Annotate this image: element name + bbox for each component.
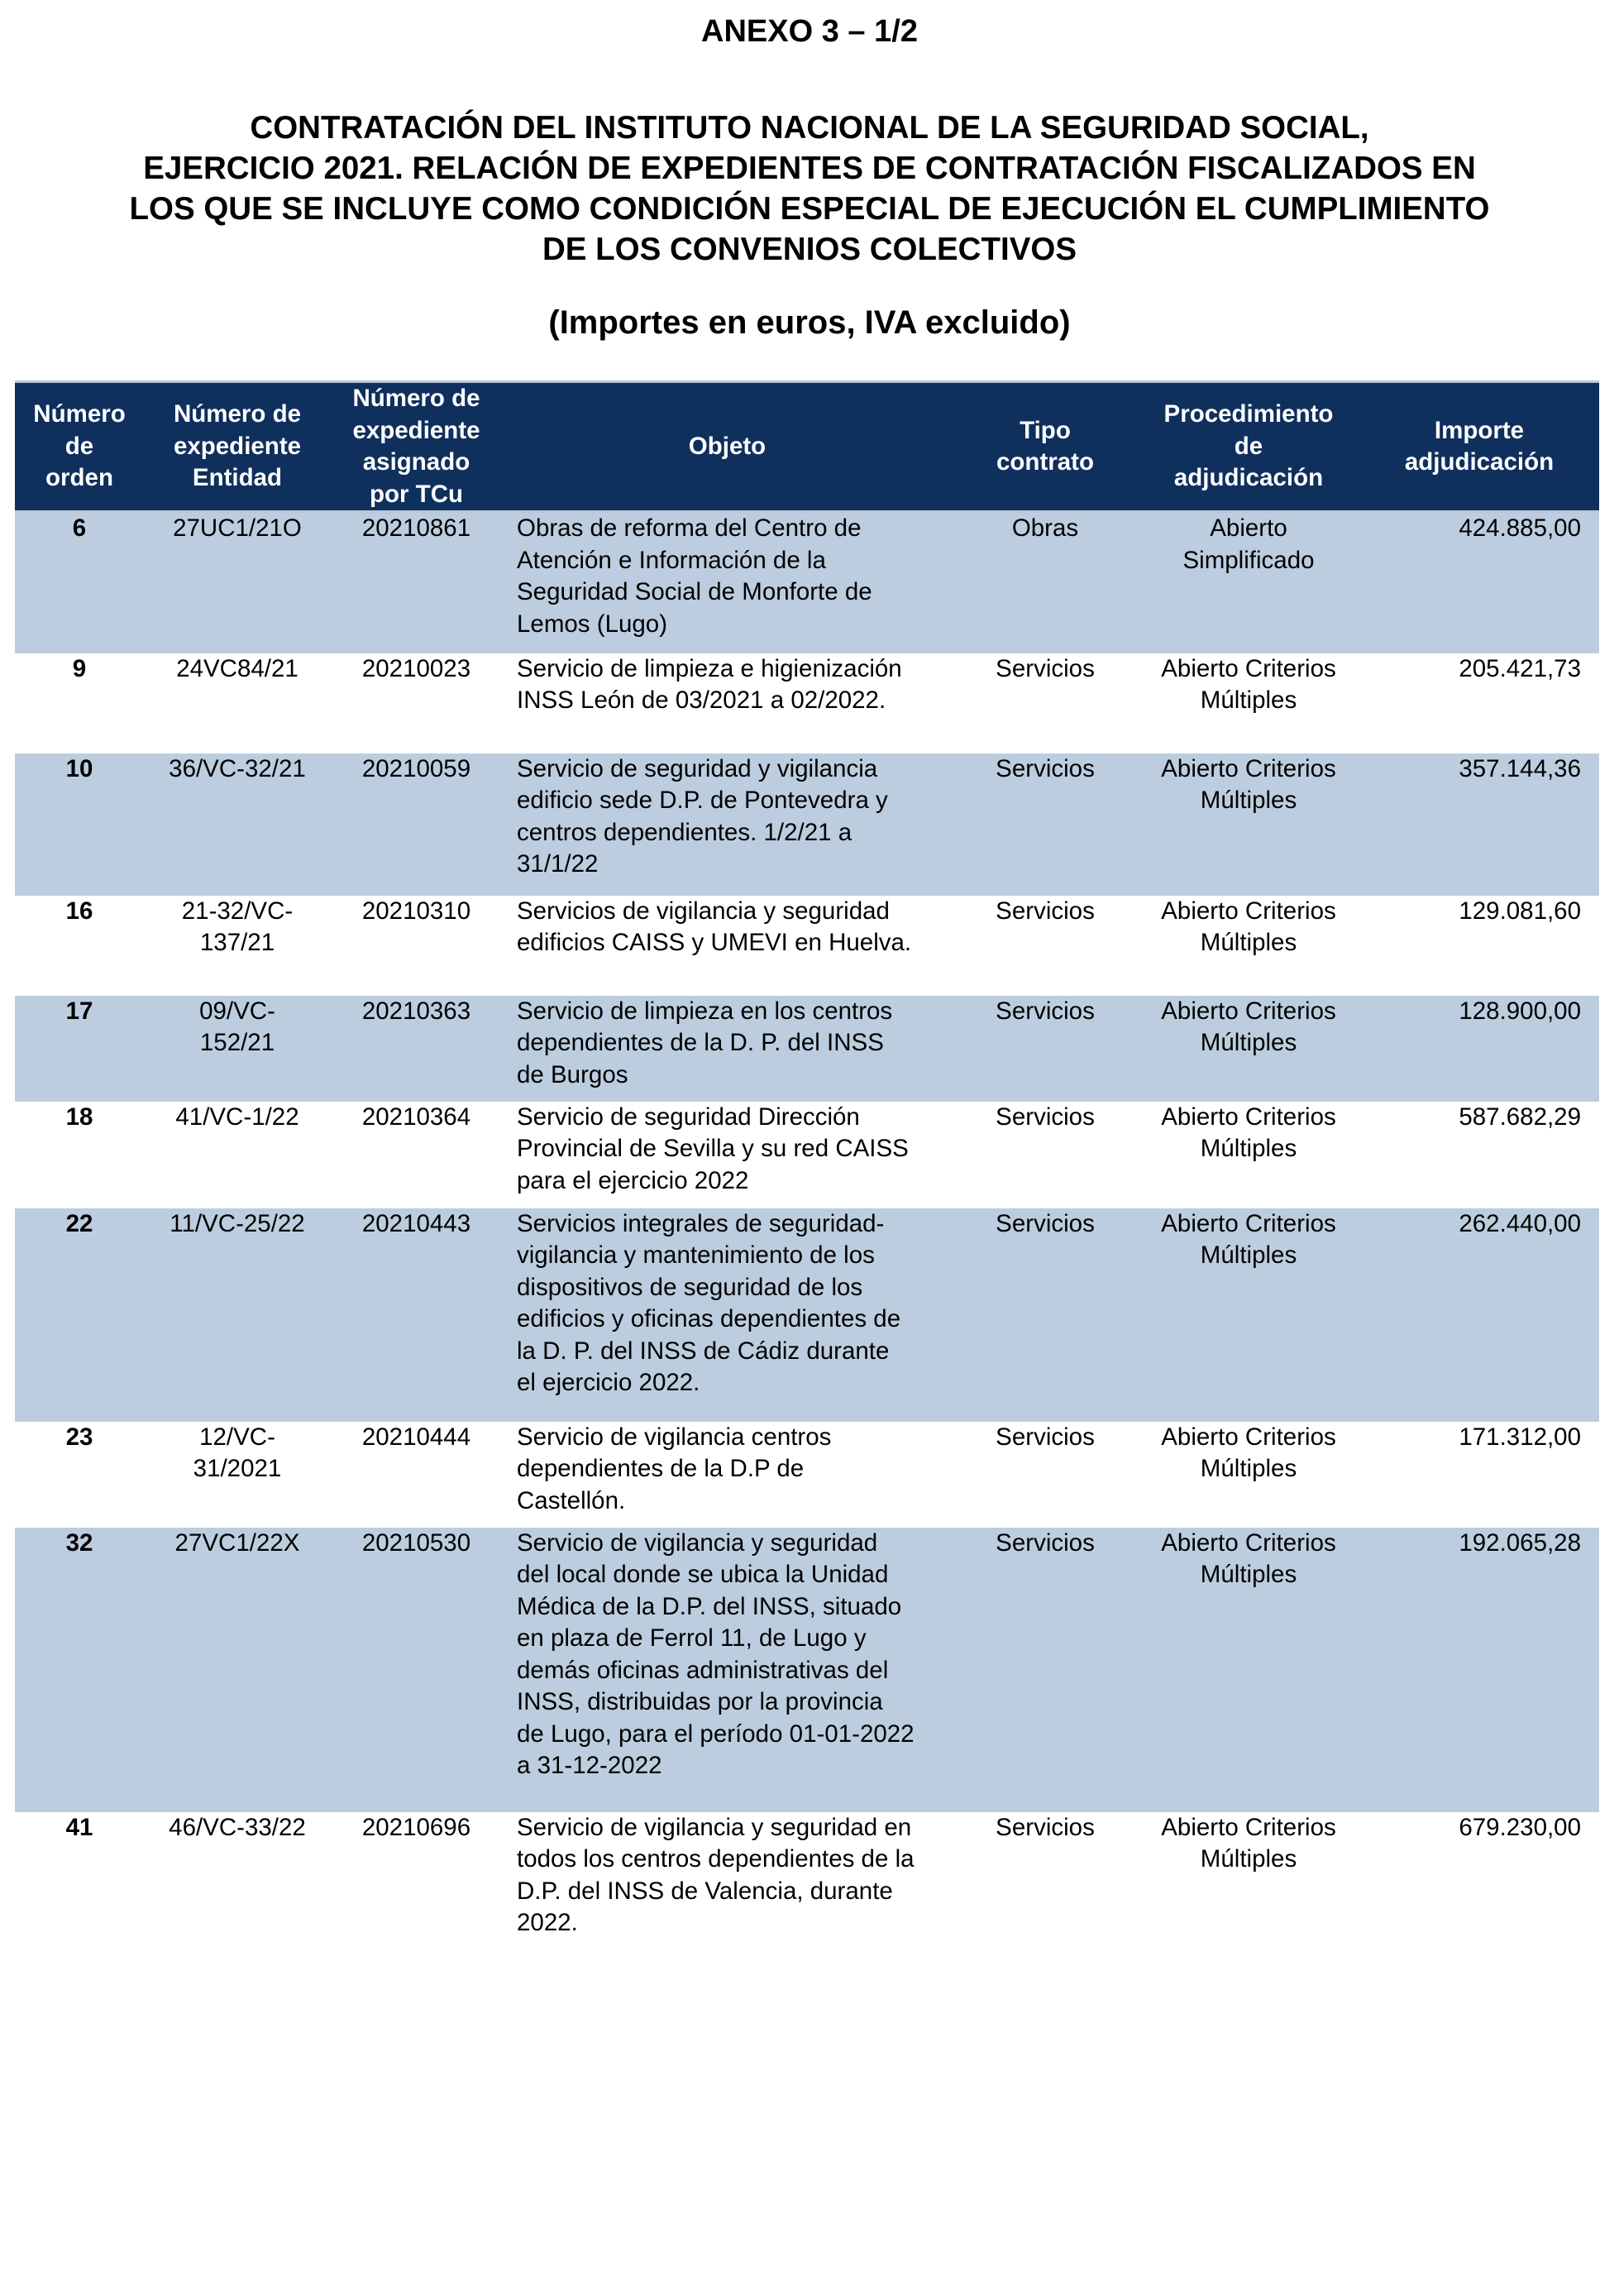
cell-line: de Lugo, para el período 01-01-2022 (517, 1720, 915, 1748)
cell-tipo: Servicios (996, 897, 1095, 925)
cell-line: para el ejercicio 2022 (517, 1166, 749, 1194)
cell-tipo: Servicios (996, 1813, 1095, 1841)
cell-line: la D. P. del INSS de Cádiz durante (517, 1337, 890, 1365)
cell-line: 24VC84/21 (176, 654, 298, 682)
cell-line: Servicio de seguridad Dirección (517, 1103, 860, 1131)
header-line: Número (33, 400, 126, 428)
cell-tcu: 20210310 (361, 897, 471, 925)
table-row (15, 653, 1599, 753)
cell-orden: 23 (65, 1423, 93, 1451)
header-line: por TCu (369, 480, 464, 508)
cell-objeto (502, 753, 953, 896)
cell-objeto (502, 1102, 953, 1208)
cell-orden: 10 (65, 754, 93, 782)
cell-line: Médica de la D.P. del INSS, situado (517, 1592, 902, 1620)
cell-line: Múltiples (1200, 1241, 1297, 1269)
table-header (15, 382, 1599, 512)
cell-procedimiento (1138, 996, 1359, 1102)
cell-line: INSS León de 03/2021 a 02/2022. (517, 686, 886, 714)
cell-line: Abierto (1210, 514, 1287, 542)
cell-orden: 32 (65, 1528, 93, 1557)
cell-procedimiento (1138, 1422, 1359, 1528)
title-line: EJERCICIO 2021. RELACIÓN DE EXPEDIENTES DE CONTRATACIÓN FISCALIZADOS EN (143, 151, 1476, 186)
col-header-tcu (331, 382, 502, 512)
cell-line: 2022. (517, 1909, 578, 1936)
cell-line: a 31-12-2022 (517, 1752, 662, 1779)
table-row (15, 896, 1599, 996)
cell-line: Múltiples (1200, 1561, 1297, 1588)
cell-procedimiento (1138, 896, 1359, 996)
cell-line: el ejercicio 2022. (517, 1369, 700, 1396)
cell-line: 152/21 (199, 1029, 275, 1056)
cell-tcu: 20210364 (361, 1103, 471, 1131)
cell-line: 31/2021 (193, 1455, 282, 1482)
cell-line: 11/VC-25/22 (170, 1209, 305, 1237)
cell-line: Servicio de limpieza e higienización (517, 654, 902, 682)
cell-tcu: 20210363 (361, 997, 471, 1025)
header-line: asignado (362, 448, 470, 476)
annex-label: ANEXO 3 – 1/2 (701, 14, 918, 49)
cell-expediente (144, 753, 331, 896)
title-line: DE LOS CONVENIOS COLECTIVOS (542, 232, 1077, 267)
table-row (15, 1102, 1599, 1208)
cell-line: Abierto Criterios (1161, 1813, 1336, 1841)
header-line: orden (45, 464, 113, 492)
cell-line: 36/VC-32/21 (169, 754, 306, 782)
header-line: Importe (1434, 416, 1525, 444)
table-body (15, 512, 1599, 1954)
cell-line: 31/1/22 (517, 850, 599, 878)
cell-objeto (502, 1208, 953, 1422)
cell-orden: 16 (65, 897, 93, 925)
cell-line: dependientes de la D. P. del INSS (517, 1029, 884, 1056)
cell-tcu: 20210023 (361, 654, 471, 682)
cell-line: Abierto Criterios (1161, 1528, 1336, 1557)
col-header-objeto (502, 382, 953, 512)
cell-line: Atención e Información de la (517, 546, 826, 574)
header-line: Número de (352, 385, 480, 412)
cell-line: edificio sede D.P. de Pontevedra y (517, 787, 888, 814)
table-row (15, 1812, 1599, 1954)
cell-line: centros dependientes. 1/2/21 a (517, 818, 852, 846)
cell-line: 12/VC- (199, 1423, 275, 1451)
cell-procedimiento (1138, 1528, 1359, 1812)
cell-procedimiento (1138, 1208, 1359, 1422)
header-line: de (64, 432, 94, 460)
header-line: Objeto (688, 432, 767, 460)
cell-tcu: 20210443 (361, 1209, 471, 1237)
title-line: CONTRATACIÓN DEL INSTITUTO NACIONAL DE LA SEGURIDAD SOCIAL, (250, 110, 1369, 146)
cell-line: Servicio de vigilancia centros (517, 1423, 832, 1451)
header-line: Tipo (1020, 416, 1071, 444)
cell-importe: 205.421,73 (1459, 654, 1581, 682)
cell-importe: 587.682,29 (1459, 1103, 1581, 1131)
cell-objeto (502, 653, 953, 753)
header-line: Procedimiento (1163, 400, 1334, 428)
cell-line: vigilancia y mantenimiento de los (517, 1241, 875, 1269)
cell-line: 09/VC- (199, 997, 275, 1025)
cell-line: 137/21 (199, 929, 275, 956)
cell-line: Servicios de vigilancia y seguridad (517, 897, 890, 925)
header-line: contrato (996, 448, 1094, 476)
cell-line: Múltiples (1200, 686, 1297, 714)
cell-procedimiento (1138, 1812, 1359, 1954)
cell-importe: 129.081,60 (1459, 897, 1581, 925)
cell-tipo: Servicios (996, 1103, 1095, 1131)
cell-line: 27UC1/21O (173, 514, 302, 542)
cell-line: del local donde se ubica la Unidad (517, 1561, 889, 1588)
cell-line: Abierto Criterios (1161, 1209, 1336, 1237)
cell-line: 27VC1/22X (174, 1528, 300, 1557)
cell-line: Abierto Criterios (1161, 654, 1336, 682)
cell-expediente (144, 1208, 331, 1422)
cell-line: Servicio de seguridad y vigilancia (517, 754, 878, 782)
cell-line: Servicio de limpieza en los centros (517, 997, 893, 1025)
cell-line: dependientes de la D.P de (517, 1455, 805, 1482)
cell-tipo: Servicios (996, 997, 1095, 1025)
col-header-importe (1359, 382, 1599, 512)
cell-objeto (502, 996, 953, 1102)
cell-tcu: 20210059 (361, 754, 471, 782)
cell-tcu: 20210861 (361, 514, 471, 542)
cell-line: Múltiples (1200, 1455, 1297, 1482)
cell-importe: 424.885,00 (1459, 514, 1581, 542)
cell-line: de Burgos (517, 1060, 628, 1088)
cell-importe: 171.312,00 (1459, 1423, 1581, 1451)
cell-line: en plaza de Ferrol 11, de Lugo y (517, 1624, 867, 1652)
cell-line: Múltiples (1200, 1135, 1297, 1162)
cell-line: Múltiples (1200, 1845, 1297, 1873)
cell-objeto (502, 1812, 953, 1954)
cell-line: Castellón. (517, 1486, 626, 1514)
cell-tipo: Servicios (996, 1528, 1095, 1557)
cell-orden: 18 (65, 1103, 93, 1131)
cell-line: Provincial de Sevilla y su red CAISS (517, 1135, 909, 1162)
cell-procedimiento (1138, 753, 1359, 896)
cell-objeto (502, 1528, 953, 1812)
header-line: Número de (173, 400, 302, 428)
cell-line: Servicios integrales de seguridad- (517, 1209, 885, 1237)
cell-line: 41/VC-1/22 (175, 1103, 299, 1131)
cell-tcu: 20210530 (361, 1528, 471, 1557)
cell-line: Servicio de vigilancia y seguridad (517, 1528, 878, 1557)
cell-line: Abierto Criterios (1161, 1103, 1336, 1131)
cell-line: Seguridad Social de Monforte de (517, 578, 872, 605)
cell-procedimiento (1138, 512, 1359, 653)
cell-expediente (144, 1528, 331, 1812)
cell-expediente (144, 996, 331, 1102)
cell-orden: 22 (65, 1209, 93, 1237)
cell-expediente (144, 1102, 331, 1208)
table-row (15, 1422, 1599, 1528)
cell-procedimiento (1138, 1102, 1359, 1208)
cell-line: Múltiples (1200, 787, 1297, 814)
cell-line: D.P. del INSS de Valencia, durante (517, 1877, 893, 1905)
cell-importe: 679.230,00 (1459, 1813, 1581, 1841)
cell-expediente (144, 512, 331, 653)
cell-line: Obras de reforma del Centro de (517, 514, 862, 542)
col-header-procedimiento (1138, 382, 1359, 512)
header-line: expediente (352, 416, 480, 444)
cell-tipo: Servicios (996, 1209, 1095, 1237)
contracts-table (15, 380, 1599, 1954)
header-line: expediente (173, 432, 302, 460)
cell-importe: 192.065,28 (1459, 1528, 1581, 1557)
cell-line: edificios CAISS y UMEVI en Huelva. (517, 929, 912, 956)
cell-expediente (144, 1812, 331, 1954)
cell-orden: 6 (72, 514, 87, 542)
document-title (83, 108, 1536, 270)
amounts-note: (Importes en euros, IVA excluido) (548, 304, 1071, 341)
cell-expediente (144, 653, 331, 753)
header-row (15, 382, 1599, 512)
cell-line: edificios y oficinas dependientes de (517, 1305, 901, 1332)
cell-objeto (502, 896, 953, 996)
title-line: LOS QUE SE INCLUYE COMO CONDICIÓN ESPECIAL DE EJECUCIÓN EL CUMPLIMIENTO (129, 191, 1490, 227)
table-row (15, 996, 1599, 1102)
cell-line: Lemos (Lugo) (517, 610, 668, 638)
cell-expediente (144, 1422, 331, 1528)
cell-line: Servicio de vigilancia y seguridad en (517, 1813, 912, 1841)
cell-objeto (502, 512, 953, 653)
cell-tipo: Obras (1011, 514, 1079, 542)
cell-orden: 17 (65, 997, 93, 1025)
cell-line: Múltiples (1200, 1029, 1297, 1056)
table-row (15, 1528, 1599, 1812)
header-line: Entidad (192, 464, 283, 492)
cell-line: Abierto Criterios (1161, 997, 1336, 1025)
cell-tcu: 20210696 (361, 1813, 471, 1841)
cell-line: dispositivos de seguridad de los (517, 1273, 863, 1301)
table-row (15, 1208, 1599, 1422)
cell-line: 21-32/VC- (181, 897, 294, 925)
cell-orden: 41 (65, 1813, 93, 1841)
cell-importe: 128.900,00 (1459, 997, 1581, 1025)
cell-tipo: Servicios (996, 654, 1095, 682)
cell-line: Abierto Criterios (1161, 754, 1336, 782)
cell-importe: 357.144,36 (1459, 754, 1581, 782)
header-line: adjudicación (1173, 464, 1324, 492)
cell-line: demás oficinas administrativas del (517, 1656, 889, 1684)
table-row (15, 512, 1599, 653)
cell-expediente (144, 896, 331, 996)
cell-line: Abierto Criterios (1161, 897, 1336, 925)
col-header-tipo (953, 382, 1138, 512)
cell-tipo: Servicios (996, 754, 1095, 782)
col-header-orden (15, 382, 144, 512)
col-header-expediente (144, 382, 331, 512)
table-row (15, 753, 1599, 896)
cell-line: 46/VC-33/22 (169, 1813, 306, 1841)
cell-line: Abierto Criterios (1161, 1423, 1336, 1451)
header-line: adjudicación (1404, 448, 1555, 476)
cell-importe: 262.440,00 (1459, 1209, 1581, 1237)
cell-orden: 9 (72, 654, 87, 682)
cell-line: Simplificado (1182, 546, 1315, 574)
cell-objeto (502, 1422, 953, 1528)
cell-line: INSS, distribuidas por la provincia (517, 1688, 883, 1715)
cell-line: Múltiples (1200, 929, 1297, 956)
cell-tcu: 20210444 (361, 1423, 471, 1451)
cell-line: todos los centros dependientes de la (517, 1845, 915, 1873)
header-line: de (1234, 432, 1263, 460)
cell-tipo: Servicios (996, 1423, 1095, 1451)
cell-procedimiento (1138, 653, 1359, 753)
